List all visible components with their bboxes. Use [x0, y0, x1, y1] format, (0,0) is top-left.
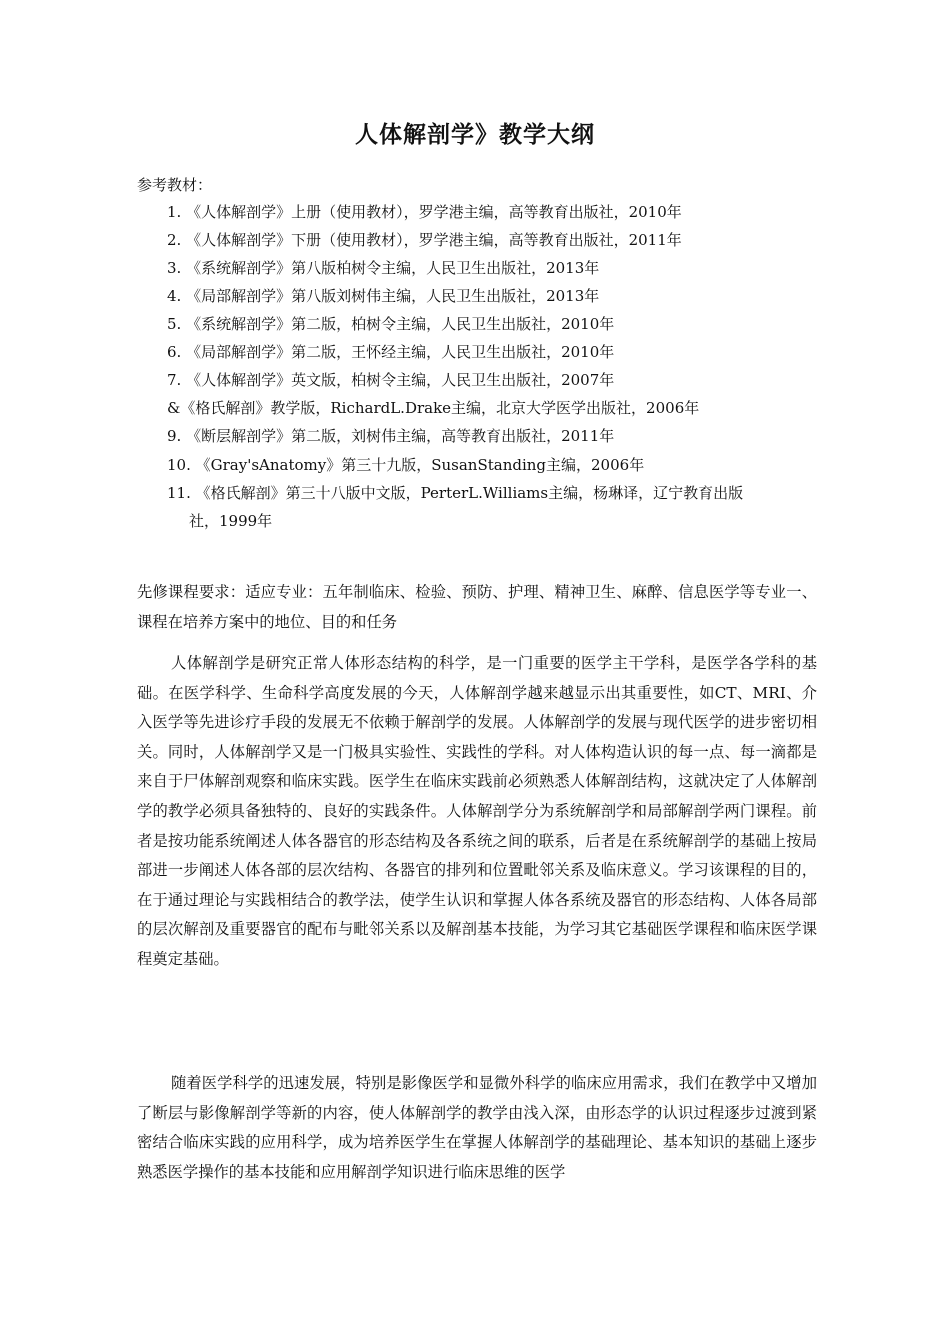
reference-item: 1. 《人体解剖学》上册（使用教材），罗学港主编，高等教育出版社，2010年 — [167, 203, 682, 221]
references-label: 参考教材： — [137, 176, 213, 194]
reference-item: &《格氏解剖》教学版，RichardL.Drake主编，北京大学医学出版社，2006年 — [167, 399, 700, 417]
prerequisites-paragraph — [137, 578, 817, 637]
reference-item: 2. 《人体解剖学》下册（使用教材），罗学港主编，高等教育出版社，2011年 — [167, 231, 682, 249]
reference-item: 4. 《局部解剖学》第八版刘树伟主编，人民卫生出版社，2013年 — [167, 287, 600, 305]
body-paragraph-1 — [137, 649, 817, 975]
reference-item-continuation: 社，1999年 — [189, 512, 273, 530]
reference-item: 3. 《系统解剖学》第八版柏树令主编，人民卫生出版社，2013年 — [167, 259, 600, 277]
paragraph-1-text: 人体解剖学是研究正常人体形态结构的科学，是一门重要的医学主干学科，是医学各学科的基础。在医学科学、生命科学高度发展的今天，人体解剖学越来越显示出其重要性，如CT、MRI、介入医学等先进诊疗手段的发展无不依赖于解剖学的发展。人体解剖学的发展与现代医学的进步密切相关。同时，人体解剖学又是一门极具实验性、实践性的学科。对人体构造认识的每一点、每一滴都是来自于尸体解剖观察和临床实践。医学生在临床实践前必须熟悉人体解剖结构，这就决定了人体解剖学的教学必须具备独特的、良好的实践条件。人体解剖学分为系统解剖学和局部解剖学两门课程。前者是按功能系统阐述人体各器官的形态结构及各系统之间的联系，后者是在系统解剖学的基础上按局部进一步阐述人体各部的层次结构、各器官的排列和位置毗邻关系及临床意义。学习该课程的目的，在于通过理论与实践相结合的教学法，使学生认识和掌握人体各系统及器官的形态结构、人体各局部的层次解剖及重要器官的配布与毗邻关系以及解剖基本技能，为学习其它基础医学课程和临床医学课程奠定基础。 — [137, 654, 817, 968]
paragraph-2-text: 随着医学科学的迅速发展，特别是影像医学和显微外科学的临床应用需求，我们在教学中又增加了断层与影像解剖学等新的内容，使人体解剖学的教学由浅入深，由形态学的认识过程逐步过渡到紧密结合临床实践的应用科学，成为培养医学生在掌握人体解剖学的基础理论、基本知识的基础上逐步熟悉医学操作的基本技能和应用解剖学知识进行临床思维的医学 — [137, 1074, 817, 1181]
reference-item: 6. 《局部解剖学》第二版，王怀经主编，人民卫生出版社，2010年 — [167, 343, 615, 361]
document-title: 人体解剖学》教学大纲 — [355, 122, 595, 148]
reference-item: 7. 《人体解剖学》英文版，柏树令主编，人民卫生出版社，2007年 — [167, 371, 615, 389]
reference-item: 9. 《断层解剖学》第二版，刘树伟主编，高等教育出版社，2011年 — [167, 427, 615, 445]
reference-item: 10. 《Gray'sAnatomy》第三十九版，SusanStanding主编，2006年 — [167, 456, 645, 474]
reference-item-text: 11. 《格氏解剖》第三十八版中文版，PerterL.Williams主编，杨琳译，辽宁教育出版 — [167, 484, 744, 502]
body-paragraph-2 — [137, 1069, 817, 1187]
reference-item: 5. 《系统解剖学》第二版，柏树令主编，人民卫生出版社，2010年 — [167, 315, 615, 333]
reference-item — [167, 483, 743, 531]
prerequisites-text: 先修课程要求：适应专业：五年制临床、检验、预防、护理、精神卫生、麻醉、信息医学等专业一、课程在培养方案中的地位、目的和任务 — [137, 583, 817, 631]
